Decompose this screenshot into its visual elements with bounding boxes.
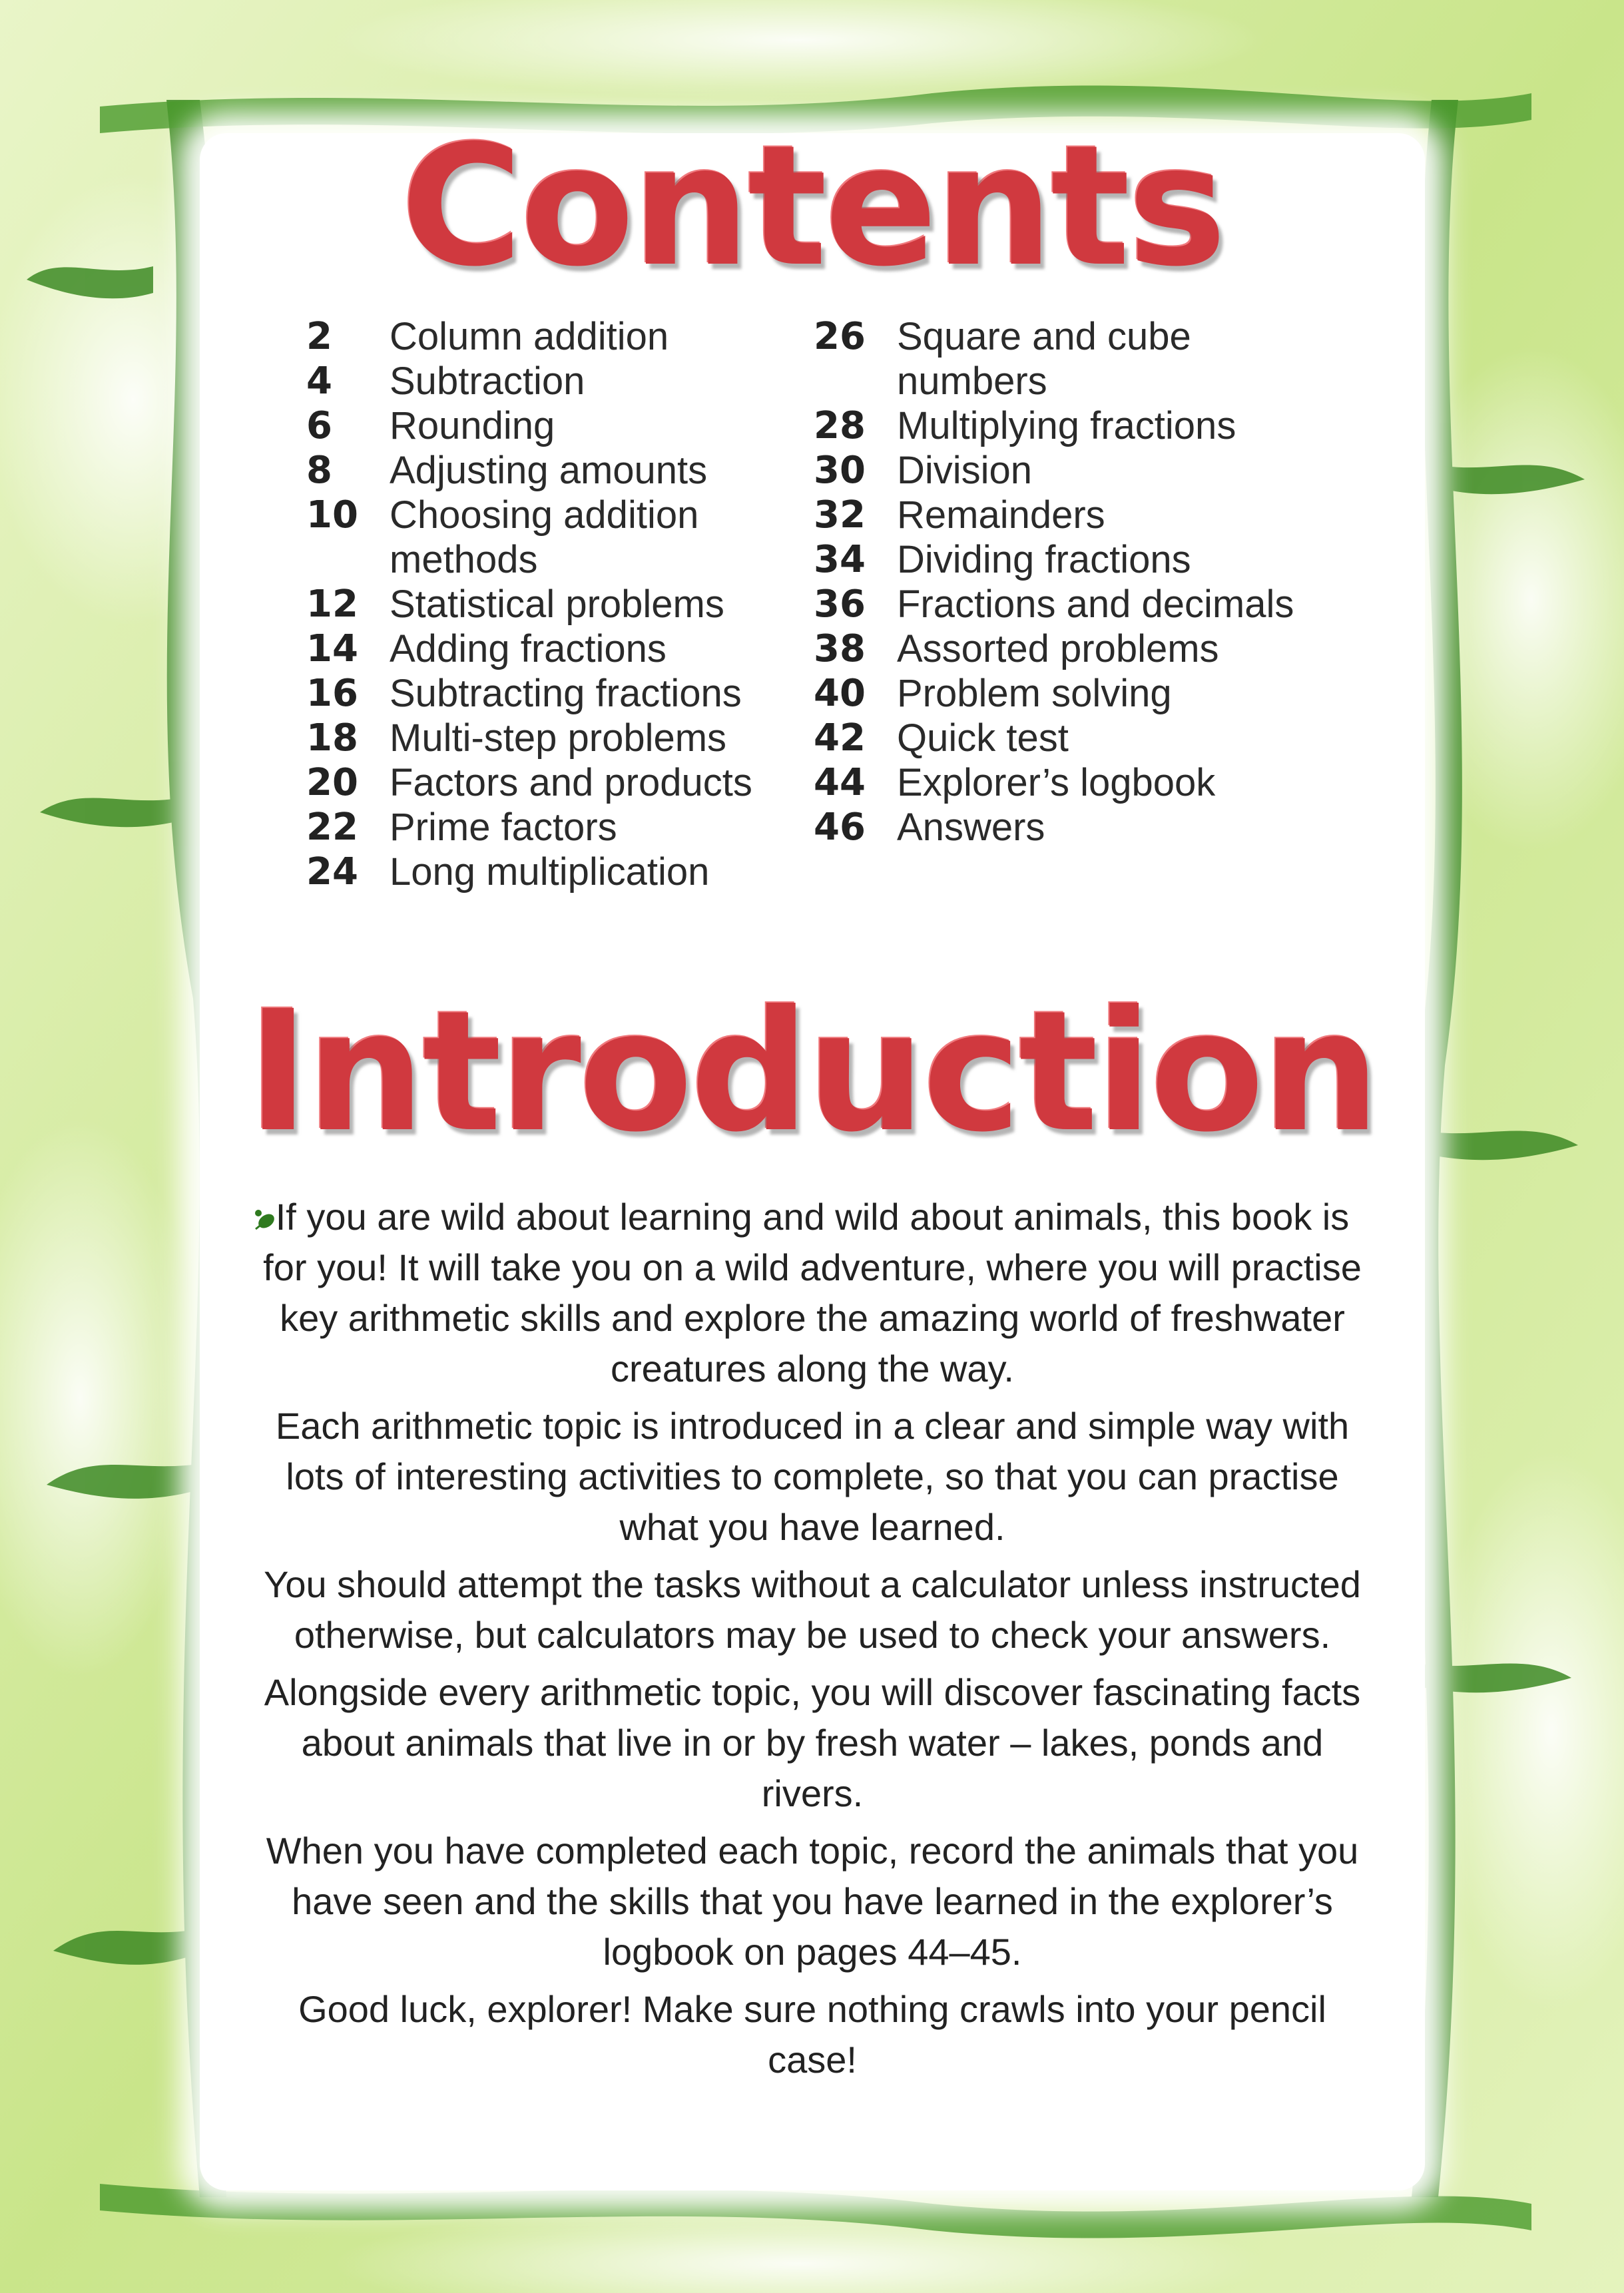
contents-topic-title: Adjusting amounts (390, 449, 708, 492)
introduction-paragraph: Good luck, explorer! Make sure nothing crawls into your pencil case! (298, 1988, 1326, 2081)
contents-entry (306, 760, 786, 805)
contents-page-number: 30 (814, 449, 866, 492)
contents-topic-title: Column addition (390, 315, 669, 358)
contents-entry (814, 403, 1320, 448)
contents-page-number: 40 (814, 672, 866, 715)
contents-entry (306, 448, 786, 493)
contents-entry (306, 671, 786, 716)
contents-entry (306, 582, 786, 627)
contents-entry (306, 359, 786, 403)
contents-topic-title: Long multiplication (390, 850, 710, 893)
introduction-paragraph: You should attempt the tasks without a calculator unless instructed otherwise, but calculators may be used to check your answers. (264, 1563, 1361, 1656)
contents-entry (814, 314, 1320, 403)
contents-page-number: 22 (306, 806, 358, 849)
introduction-text (260, 1192, 1365, 2092)
contents-page-number: 32 (814, 493, 866, 537)
introduction-paragraph: Alongside every arithmetic topic, you will discover fascinating facts about animals that live in or by fresh water – lakes, ponds and rivers. (264, 1671, 1361, 1814)
contents-page-number: 46 (814, 806, 866, 849)
contents-topic-title: Multi-step problems (390, 716, 727, 760)
contents-topic-title: Adding fractions (390, 627, 667, 670)
introduction-paragraph: Each arithmetic topic is introduced in a clear and simple way with lots of interesting activities to complete, so that you can practise what you have learned. (275, 1405, 1350, 1548)
introduction-paragraph: If you are wild about learning and wild about animals, this book is for you! It will take you on a wild adventure, where you will practise key arithmetic skills and explore the amazing world of freshwater creatures along the way. (263, 1196, 1362, 1390)
contents-entry (306, 805, 786, 850)
contents-entry (306, 850, 786, 894)
contents-topic-title: Square and cube numbers (897, 315, 1191, 403)
contents-page-number: 44 (814, 761, 866, 804)
contents-entry (814, 582, 1320, 627)
contents-entry (306, 716, 786, 760)
introduction-paragraph: When you have completed each topic, record the animals that you have seen and the skills that you have learned in the explorer’s logbook on pages 44–45. (266, 1830, 1359, 1973)
contents-topic-title: Fractions and decimals (897, 583, 1294, 626)
contents-topic-title: Statistical problems (390, 583, 724, 626)
contents-topic-title: Factors and products (390, 761, 752, 804)
contents-entry (814, 805, 1320, 850)
contents-page-number: 12 (306, 583, 358, 626)
contents-entry (306, 627, 786, 671)
contents-topic-title: Multiplying fractions (897, 404, 1236, 447)
contents-topic-title: Prime factors (390, 806, 617, 849)
contents-entry (814, 716, 1320, 760)
contents-entry (306, 403, 786, 448)
contents-topic-title: Subtracting fractions (390, 672, 742, 715)
contents-page-number: 6 (306, 404, 332, 447)
contents-entry (814, 493, 1320, 537)
contents-entry (814, 537, 1320, 582)
contents-topic-title: Division (897, 449, 1033, 492)
contents-page-number: 34 (814, 538, 866, 581)
contents-entry (814, 671, 1320, 716)
contents-topic-title: Choosing addition methods (390, 493, 699, 581)
contents-topic-title: Subtraction (390, 360, 585, 403)
contents-list-right (814, 314, 1320, 850)
contents-topic-title: Quick test (897, 716, 1069, 760)
contents-page-number: 28 (814, 404, 866, 447)
contents-entry (814, 760, 1320, 805)
contents-page-number: 20 (306, 761, 358, 804)
contents-entry (306, 493, 786, 582)
contents-topic-title: Assorted problems (897, 627, 1219, 670)
contents-heading: Contents (400, 109, 1224, 303)
contents-topic-title: Remainders (897, 493, 1105, 537)
contents-page-number: 2 (306, 315, 332, 358)
contents-page-number: 8 (306, 449, 332, 492)
contents-entry (814, 627, 1320, 671)
contents-page-number: 16 (306, 672, 358, 715)
contents-topic-title: Problem solving (897, 672, 1172, 715)
contents-entry (306, 314, 786, 359)
contents-entry (814, 448, 1320, 493)
contents-page-number: 24 (306, 850, 358, 893)
contents-page-number: 38 (814, 627, 866, 670)
contents-topic-title: Answers (897, 806, 1045, 849)
contents-page-number: 10 (306, 493, 358, 537)
contents-topic-title: Rounding (390, 404, 555, 447)
contents-topic-title: Dividing fractions (897, 538, 1191, 581)
contents-page-number: 36 (814, 583, 866, 626)
contents-page-number: 18 (306, 716, 358, 760)
contents-page-number: 14 (306, 627, 358, 670)
contents-page-number: 42 (814, 716, 866, 760)
contents-topic-title: Explorer’s logbook (897, 761, 1216, 804)
contents-page-number: 4 (306, 360, 332, 403)
contents-list-left (306, 314, 786, 894)
introduction-heading: Introduction (247, 975, 1378, 1168)
contents-page-number: 26 (814, 315, 866, 358)
